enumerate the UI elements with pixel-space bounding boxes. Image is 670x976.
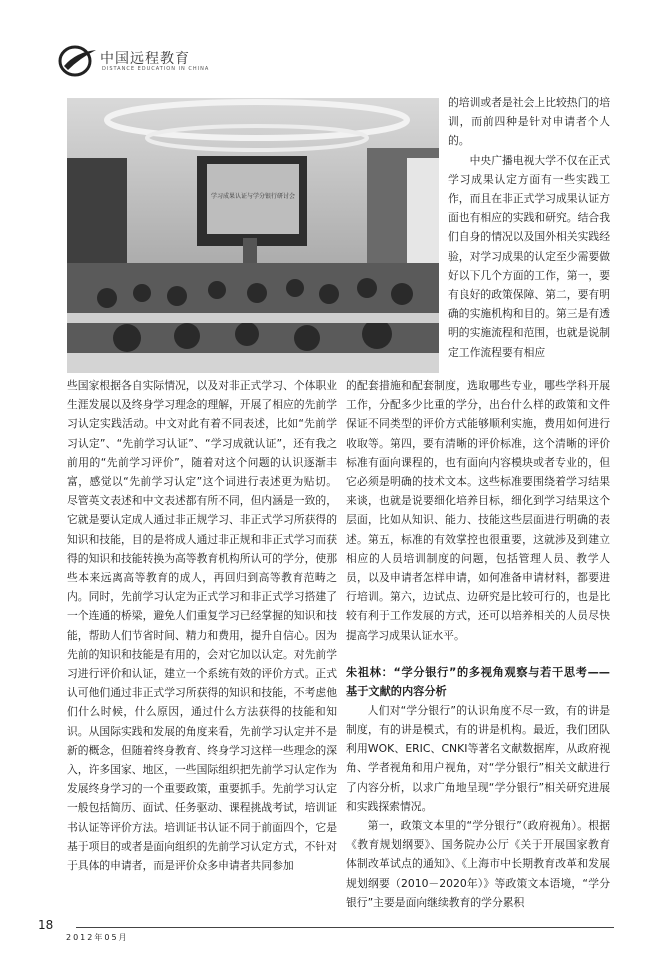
paragraph: 中央广播电视大学不仅在正式学习成果认定方面有一些实践工作，而且在非正式学习成果认证方面也有相应的实践和研究。结合我们自身的情况以及国外相关实践经验，对学习成果的认定至少需要做好以下几个方面的工作，第一，要有良好的政策保障、第二，要有明确的实施机构和目的。第三是有透明的实施流程和范围，也就是说制定工作流程要有相应 — [448, 153, 610, 359]
conference-photo-image — [67, 98, 439, 373]
journal-brand: 中国远程教育 — [100, 51, 190, 67]
conference-photo — [67, 98, 439, 373]
screen-text: 学习成果认证与学分银行研讨会 — [210, 193, 296, 200]
issue-date: 2012年05月 — [66, 933, 129, 942]
right-column-bottom — [346, 376, 610, 912]
left-column — [67, 376, 337, 875]
section-heading: 朱祖林：“学分银行”的多视角观察与若干思考—— 基于文献的内容分析 — [346, 665, 610, 698]
journal-brand-en: DISTANCE EDUCATION IN CHINA — [102, 66, 210, 72]
page-number: 18 — [38, 918, 54, 932]
paragraph: 些国家根据各自实际情况，以及对非正式学习、个体职业生涯发展以及终身学习理念的理解，开展了相应的先前学习认定实践活动。中文对此有着不同表述，比如“先前学习认定”、“先前学习认证”、“学习成就认证”，还有我之前用的“先前学习评价”，随着对这个问题的认识逐渐丰富，感觉以“先前学习认定”这个词进行表述更为贴切。尽管英文表述和中文表述都有所不同，但内涵是一致的，它就是要认定成人通过非正规学习、非正式学习所获得的知识和技能，目的是将成人通过非正规和非正式学习而获得的知识和技能转换为高等教育机构所认可的学分，使那些本来远离高等教育的成人，再回归到高等教育范畴之内。同时，先前学习认定为正式学习和非正式学习搭建了一个连通的桥梁，避免人们重复学习已经掌握的知识和技能，帮助人们节省时间、精力和费用，提升自信心。因为先前的知识和技能是有用的，会对它加以认定。对先前学习进行评价和认证，建立一个系统有效的评价方式。正式认可他们通过非正式学习所获得的知识和技能，不考虑他们什么时候，什么原因，通过什么方法获得的技能和知识。从国际实践和发展的角度来看，先前学习认定并不是新的概念，但随着终身教育、终身学习这样一些理念的深入，许多国家、地区，一些国际组织把先前学习认定作为发展终身学习的一个重要政策，重要抓手。先前学习认定一般包括简历、面试、任务驱动、课程挑战考试，培训证书认证等评价方法。培训证书认证不同于前面四个，它是基于项目的或者是面向组织的先前学习认定方式，不针对于具体的申请者，而是评价众多申请者共同参加 — [67, 379, 337, 873]
right-column-top — [448, 93, 610, 362]
paragraph: 的配套措施和配套制度，选取哪些专业，哪些学科开展工作，分配多少比重的学分，出台什么样的政策和文件保证不同类型的评价方式能够顺利实施，费用如何进行收取等。第四，要有清晰的评价标准，这个清晰的评价标准有面向课程的，也有面向内容模块或者专业的，但它必须是明确的技术文本。这些标准要围绕着学习结果来谈，也就是说要细化培养目标，细化到学习结果这个层面，比如从知识、能力、技能这些层面进行明确的表述。第五，标准的有效掌控也很重要，这就涉及到建立相应的人员培训制度的问题，包括管理人员、教学人员，以及申请者怎样申请，如何准备申请材料，都要进行培训。第六，边试点、边研究是比较可行的，也是比较有利于工作发展的方式，还可以培养相关的人员尽快提高学习成果认证水平。 — [346, 379, 610, 642]
paragraph: 第一，政策文本里的“学分银行”（政府视角）。根据《教育规划纲要》、国务院办公厅《关于开展国家教育体制改革试点的通知》、《上海市中长期教育改革和发展规划纲要（2010－2020年）》等政策文本语境，“学分银行”主要是面向继续教育的学分累积 — [346, 819, 610, 909]
paragraph: 的培训或者是社会上比较热门的培训，而前四种是针对申请者个人的。 — [448, 96, 610, 148]
journal-logo-icon — [58, 44, 98, 78]
journal-header — [58, 44, 618, 80]
footer-rule — [76, 927, 614, 928]
paragraph: 人们对“学分银行”的认识角度不尽一致，有的讲是制度，有的讲是模式，有的讲是机构。最近，我们团队利用WOK、ERIC、CNKI等著名文献数据库，从政府视角、学者视角和用户视角，对“学分银行”相关文献进行了内容分析，以求广角地呈现“学分银行”相关研究进展和实践探索情况。 — [346, 703, 610, 813]
